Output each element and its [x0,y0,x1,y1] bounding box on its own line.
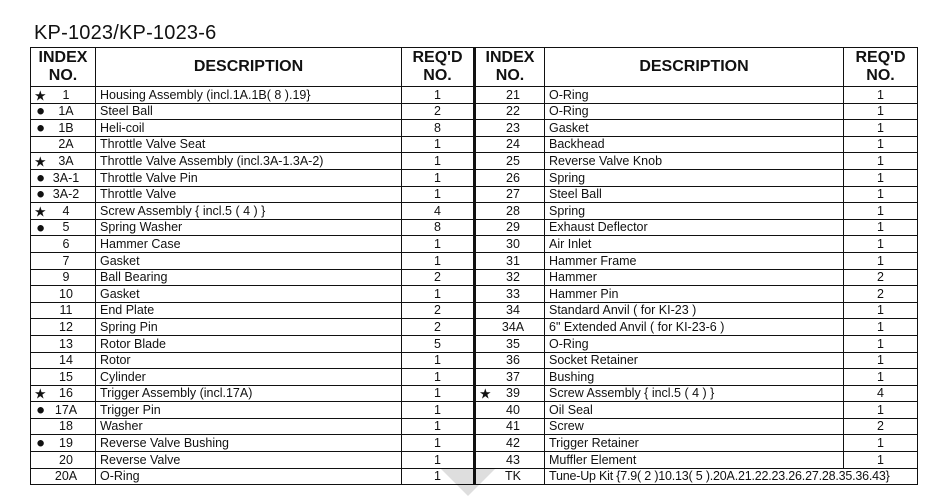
header-req-right: REQ'D NO. [844,48,918,87]
index-number: 16 [59,386,73,401]
index-cell [31,136,96,153]
description-cell: Screw Assembly { incl.5 ( 4 ) } [545,385,844,402]
description-cell: Exhaust Deflector [545,219,844,236]
index-number: 1A [58,104,74,119]
req-qty-cell: 1 [844,103,918,120]
description-cell: Reverse Valve Bushing [96,435,402,452]
header-req-left: REQ'D NO. [402,48,475,87]
table-row [31,186,918,203]
table-row [31,452,918,469]
table-row [31,169,918,186]
header-description-right: DESCRIPTION [545,48,844,87]
index-number: 13 [59,336,73,351]
req-qty-cell: 1 [402,369,475,386]
table-row [31,302,918,319]
description-cell: Throttle Valve Assembly (incl.3A-1.3A-2) [96,153,402,170]
req-qty-cell: 2 [844,418,918,435]
req-qty-cell: 5 [402,335,475,352]
table-row [31,252,918,269]
description-cell: Socket Retainer [545,352,844,369]
description-cell: Air Inlet [545,236,844,253]
index-cell [475,319,545,336]
index-cell [31,186,96,203]
index-cell [475,236,545,253]
req-qty-cell: 4 [844,385,918,402]
index-number: 31 [506,253,520,268]
index-number: 1 [62,87,70,102]
req-qty-cell: 1 [402,169,475,186]
index-cell [31,302,96,319]
table-row [31,269,918,286]
watermark-arrow-icon [440,468,496,496]
table-row [31,402,918,419]
description-cell: Hammer Frame [545,252,844,269]
table-header-row [31,48,918,87]
description-cell: 6" Extended Anvil ( for KI-23-6 ) [545,319,844,336]
index-number: 40 [506,402,520,417]
description-cell: Gasket [96,252,402,269]
index-cell [31,153,96,170]
req-qty-cell: 1 [402,236,475,253]
index-number: 6 [62,236,70,251]
table-row [31,335,918,352]
req-qty-cell: 1 [844,219,918,236]
req-qty-cell: 1 [402,286,475,303]
dot-icon: ● [36,169,46,187]
table-row [31,236,918,253]
req-qty-cell: 1 [844,452,918,469]
index-number: 43 [506,452,520,467]
index-cell [31,87,96,104]
req-qty-cell: 2 [844,286,918,303]
index-cell [475,418,545,435]
index-number: 27 [506,187,520,202]
index-cell [31,219,96,236]
req-qty-cell: 2 [844,269,918,286]
index-number: 21 [506,87,520,102]
table-row [31,319,918,336]
req-qty-cell: 1 [402,153,475,170]
description-cell: Throttle Valve [96,186,402,203]
description-cell: Rotor [96,352,402,369]
req-qty-cell: 1 [844,153,918,170]
description-cell: Housing Assembly (incl.1A.1B( 8 ).19} [96,87,402,104]
index-number: 37 [506,369,520,384]
description-cell: Steel Ball [545,186,844,203]
index-number: 15 [59,369,73,384]
index-number: 29 [506,220,520,235]
index-cell [475,286,545,303]
req-qty-cell: 1 [844,302,918,319]
index-number: 30 [506,236,520,251]
table-row [31,435,918,452]
index-number: 34 [506,303,520,318]
index-cell [31,269,96,286]
header-index-right: INDEX NO. [475,48,545,87]
dot-icon: ● [36,434,46,452]
index-number: 11 [59,303,73,318]
index-cell [31,352,96,369]
description-cell: End Plate [96,302,402,319]
index-number: 17A [54,402,78,417]
req-qty-cell: 1 [402,418,475,435]
index-number: 2A [58,137,74,152]
star-icon: ★ [34,153,47,170]
star-icon: ★ [34,203,47,220]
description-cell: Spring Pin [96,319,402,336]
description-cell: Spring [545,203,844,220]
req-qty-cell: 4 [402,203,475,220]
index-number: 39 [506,386,520,401]
index-cell [475,153,545,170]
description-cell: Ball Bearing [96,269,402,286]
description-cell: Standard Anvil ( for KI-23 ) [545,302,844,319]
index-cell [475,302,545,319]
index-number: TK [505,469,521,484]
index-cell [31,103,96,120]
index-number: 9 [62,270,70,285]
description-cell: Throttle Valve Pin [96,169,402,186]
description-cell: O-Ring [96,468,402,485]
index-cell [31,418,96,435]
table-row [31,418,918,435]
index-number: 41 [506,419,520,434]
index-number: 20 [59,452,73,467]
req-qty-cell: 1 [402,452,475,469]
table-row [31,136,918,153]
req-qty-cell: 1 [844,402,918,419]
index-number: 1B [58,120,74,135]
index-cell [475,352,545,369]
req-qty-cell: 1 [402,186,475,203]
description-cell: Rotor Blade [96,335,402,352]
index-number: 34A [501,319,525,334]
index-cell [31,169,96,186]
index-number: 33 [506,286,520,301]
table-row [31,352,918,369]
header-index-left: INDEX NO. [31,48,96,87]
index-number: 25 [506,153,520,168]
index-number: 10 [59,286,73,301]
req-qty-cell: 1 [844,87,918,104]
req-qty-cell: 1 [402,352,475,369]
table-row [31,369,918,386]
description-cell: Spring [545,169,844,186]
index-cell [475,335,545,352]
index-cell [31,385,96,402]
req-qty-cell: 1 [844,236,918,253]
table-row [31,219,918,236]
description-cell: O-Ring [545,87,844,104]
description-cell: Heli-coil [96,120,402,137]
req-qty-cell: 1 [402,435,475,452]
req-qty-cell: 1 [844,203,918,220]
req-qty-cell: 8 [402,219,475,236]
req-qty-cell: 2 [402,302,475,319]
index-number: 5 [62,220,70,235]
index-number: 4 [62,203,70,218]
index-number: 12 [59,319,73,334]
table-row [31,153,918,170]
index-number: 3A-2 [52,187,80,202]
req-qty-cell: 1 [402,468,475,485]
req-qty-cell: 1 [844,435,918,452]
parts-list-table [30,47,918,485]
description-cell: O-Ring [545,103,844,120]
description-cell: Tune-Up Kit {7.9( 2 )10.13( 5 ).20A.21.22.23.26.27.28.35.36.43} [545,468,918,485]
index-cell [31,369,96,386]
description-cell: Bushing [545,369,844,386]
index-cell [31,319,96,336]
index-cell [31,335,96,352]
table-row [31,120,918,137]
index-number: 24 [506,137,520,152]
index-cell [31,203,96,220]
req-qty-cell: 2 [402,103,475,120]
index-number: 19 [59,436,73,451]
index-cell [31,452,96,469]
index-cell [475,402,545,419]
dot-icon: ● [36,219,46,236]
index-cell [475,452,545,469]
description-cell: Throttle Valve Seat [96,136,402,153]
table-row [31,385,918,402]
index-cell [31,468,96,485]
description-cell: Cylinder [96,369,402,386]
index-number: 20A [54,469,78,484]
description-cell: Hammer [545,269,844,286]
header-description-left: DESCRIPTION [96,48,402,87]
req-qty-cell: 1 [402,402,475,419]
dot-icon: ● [36,119,46,137]
index-cell [31,120,96,137]
index-cell [475,169,545,186]
index-cell [475,252,545,269]
description-cell: Oil Seal [545,402,844,419]
req-qty-cell: 1 [402,87,475,104]
req-qty-cell: 1 [844,369,918,386]
index-cell [475,385,545,402]
index-cell [31,252,96,269]
req-qty-cell: 2 [402,319,475,336]
index-cell [475,103,545,120]
req-qty-cell: 1 [844,169,918,186]
description-cell: Trigger Pin [96,402,402,419]
description-cell: Reverse Valve Knob [545,153,844,170]
dot-icon: ● [36,103,46,120]
page-title: KP-1023/KP-1023-6 [34,22,217,44]
req-qty-cell: 1 [844,319,918,336]
index-cell [31,402,96,419]
description-cell: Washer [96,418,402,435]
index-number: 35 [506,336,520,351]
description-cell: Hammer Case [96,236,402,253]
index-number: 32 [506,270,520,285]
req-qty-cell: 1 [844,120,918,137]
index-cell [475,219,545,236]
description-cell: Reverse Valve [96,452,402,469]
req-qty-cell: 8 [402,120,475,137]
description-cell: Screw [545,418,844,435]
req-qty-cell: 2 [402,269,475,286]
index-cell [475,87,545,104]
description-cell: Gasket [96,286,402,303]
index-cell [31,286,96,303]
req-qty-cell: 1 [844,252,918,269]
description-cell: Trigger Retainer [545,435,844,452]
index-cell [475,203,545,220]
index-cell [31,236,96,253]
index-cell [475,120,545,137]
table-row [31,103,918,120]
description-cell: Steel Ball [96,103,402,120]
index-number: 22 [506,104,520,119]
req-qty-cell: 1 [402,252,475,269]
req-qty-cell: 1 [844,186,918,203]
dot-icon: ● [36,401,46,419]
star-icon: ★ [34,386,47,402]
index-number: 26 [506,170,520,185]
req-qty-cell: 1 [402,385,475,402]
index-cell [475,186,545,203]
index-cell [475,435,545,452]
description-cell: Screw Assembly { incl.5 ( 4 ) } [96,203,402,220]
star-icon: ★ [34,87,47,104]
req-qty-cell: 1 [402,136,475,153]
index-number: 28 [506,203,520,218]
description-cell: Hammer Pin [545,286,844,303]
index-number: 42 [506,436,520,451]
description-cell: Gasket [545,120,844,137]
description-cell: Trigger Assembly (incl.17A) [96,385,402,402]
description-cell: Spring Washer [96,219,402,236]
index-number: 14 [59,353,73,368]
table-row [31,87,918,104]
description-cell: Muffler Element [545,452,844,469]
req-qty-cell: 1 [844,352,918,369]
index-number: 7 [62,253,70,268]
star-icon: ★ [479,386,492,402]
index-cell [475,269,545,286]
index-number: 18 [59,419,73,434]
index-cell [31,435,96,452]
index-cell [475,369,545,386]
index-cell [475,136,545,153]
description-cell: Backhead [545,136,844,153]
index-number: 36 [506,353,520,368]
table-row [31,286,918,303]
table-row [31,203,918,220]
dot-icon: ● [36,186,46,203]
index-number: 3A [58,153,74,168]
description-cell: O-Ring [545,335,844,352]
req-qty-cell: 1 [844,335,918,352]
index-number: 3A-1 [52,170,80,185]
index-number: 23 [506,120,520,135]
req-qty-cell: 1 [844,136,918,153]
